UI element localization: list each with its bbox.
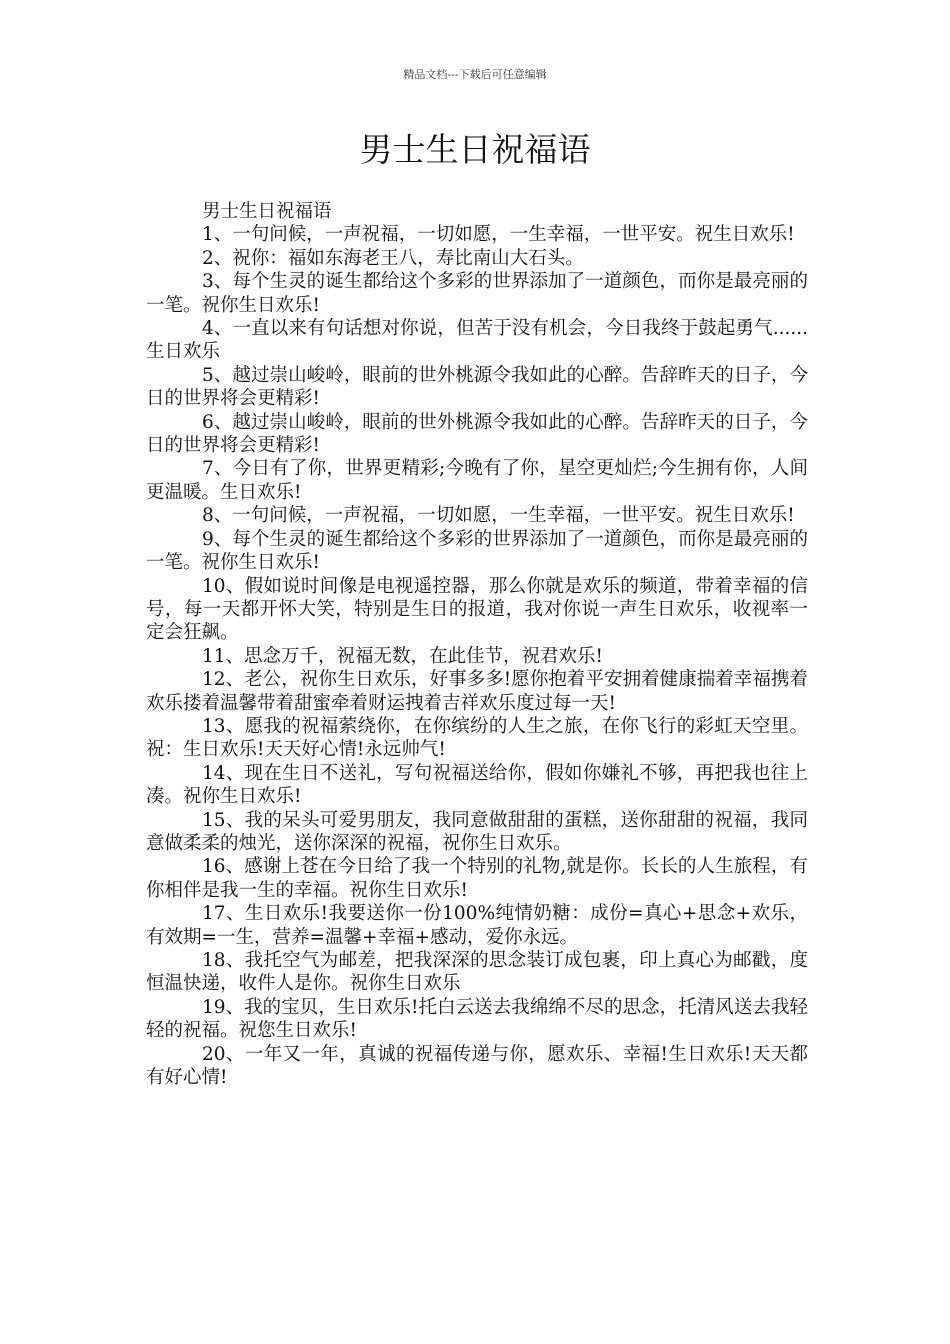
paragraph-12: 12、老公，祝你生日欢乐，好事多多!愿你抱着平安拥着健康揣着幸福携着欢乐搂着温馨带着甜蜜牵着财运拽着吉祥欢乐度过每一天!	[146, 669, 808, 714]
paragraph-3: 3、每个生灵的诞生都给这个多彩的世界添加了一道颜色，而你是最亮丽的一笔。祝你生日欢乐!	[146, 271, 808, 316]
paragraph-17: 17、生日欢乐!我要送你一份100%纯情奶糖：成份=真心+思念+欢乐，有效期=一生，营养=温馨+幸福+感动，爱你永远。	[146, 903, 808, 948]
paragraph-14: 14、现在生日不送礼，写句祝福送给你，假如你嫌礼不够，再把我也往上凑。祝你生日欢乐!	[146, 762, 808, 808]
paragraph-11: 11、思念万千，祝福无数，在此佳节，祝君欢乐!	[202, 645, 603, 667]
paragraph-7: 7、今日有了你，世界更精彩;今晚有了你，星空更灿烂;今生拥有你，人间更温暖。生日欢乐!	[146, 458, 808, 503]
paragraph-1: 1、一句问候，一声祝福，一切如愿，一生幸福，一世平安。祝生日欢乐!	[202, 224, 795, 246]
page-header-note: 精品文档---下载后可任意编辑	[403, 68, 547, 81]
subtitle-line: 男士生日祝福语	[202, 201, 332, 222]
paragraph-19: 19、我的宝贝，生日欢乐!托白云送去我绵绵不尽的思念，托清风送去我轻轻的祝福。祝您生日欢乐!	[146, 996, 808, 1042]
paragraph-13: 13、愿我的祝福萦绕你，在你缤纷的人生之旅，在你飞行的彩虹天空里。祝：生日欢乐!天天好心情!永远帅气!	[146, 715, 808, 761]
paragraph-18: 18、我托空气为邮差，把我深深的思念装订成包裹，印上真心为邮戳，度恒温快递，收件人是你。祝你生日欢乐	[146, 950, 808, 995]
document-title: 男士生日祝福语	[359, 130, 591, 169]
paragraph-2: 2、祝你：福如东海老王八，寿比南山大石头。	[202, 247, 584, 269]
paragraph-4: 4、一直以来有句话想对你说，但苦于没有机会，今日我终于鼓起勇气......生日欢乐	[146, 318, 808, 363]
paragraph-10: 10、假如说时间像是电视遥控器，那么你就是欢乐的频道，带着幸福的信号，每一天都开怀大笑，特别是生日的报道，我对你说一声生日欢乐，收视率一定会狂飙。	[146, 575, 808, 644]
paragraph-5: 5、越过崇山峻岭，眼前的世外桃源令我如此的心醉。告辞昨天的日子，今日的世界将会更精彩!	[146, 364, 808, 410]
paragraph-9: 9、每个生灵的诞生都给这个多彩的世界添加了一道颜色，而你是最亮丽的一笔。祝你生日欢乐!	[146, 528, 808, 574]
document-body	[146, 200, 808, 1089]
paragraph-6: 6、越过崇山峻岭，眼前的世外桃源令我如此的心醉。告辞昨天的日子，今日的世界将会更精彩!	[146, 411, 808, 457]
paragraph-20: 20、一年又一年，真诚的祝福传递与你，愿欢乐、幸福!生日欢乐!天天都有好心情!	[146, 1043, 808, 1089]
paragraph-15: 15、我的呆头可爱男朋友，我同意做甜甜的蛋糕，送你甜甜的祝福，我同意做柔柔的烛光，送你深深的祝福，祝你生日欢乐。	[146, 809, 808, 854]
paragraph-8: 8、一句问候，一声祝福，一切如愿，一生幸福，一世平安。祝生日欢乐!	[202, 505, 795, 527]
paragraph-16: 16、感谢上苍在今日给了我一个特别的礼物,就是你。长长的人生旅程，有你相伴是我一生的幸福。祝你生日欢乐!	[146, 856, 808, 901]
